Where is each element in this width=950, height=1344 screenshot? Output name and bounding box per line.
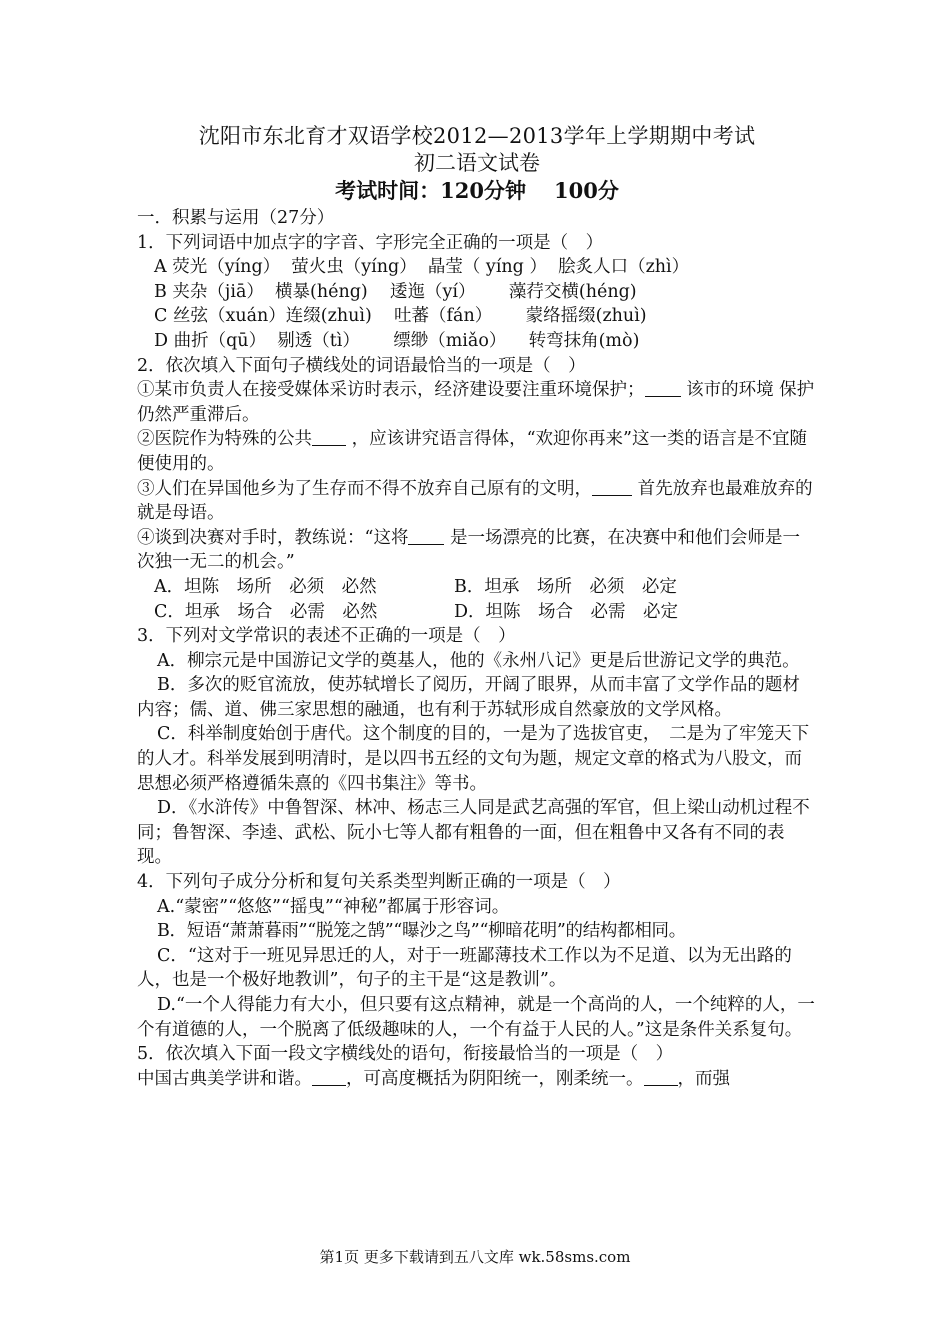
question-1-option-d: D 曲折（qū） 剔透（tì） 缥缈（miǎo） 转弯抹角(mò) [154,330,640,351]
page-footer: 第1页 更多下载请到五八文库 wk.58sms.com [319,1248,631,1266]
question-4-option-b [137,919,817,944]
answer-blank [592,477,632,496]
text-span: D.“一个人得能力有大小，但只要有这点精神，就是一个高尚的人，一个纯粹的人，一个有道德的人，一个脱离了低级趣味的人，一个有益于人民的人。”这是条件关系复句。 [137,995,815,1040]
question-4-option-d [137,993,817,1042]
answer-blank [312,427,346,446]
answer-blank [312,1067,346,1086]
text-span: ②医院作为特殊的公共 [137,429,312,450]
question-2-sentence-4 [137,526,817,575]
document-body [137,122,817,1091]
question-5-text [137,1067,817,1092]
question-4-stem: 4．下列句子成分分析和复句关系类型判断正确的一项是（ ） [137,872,621,893]
text-span: C．“这对于一班见异思迁的人，对于一班鄙薄技术工作以为不足道、以为无出路的人，也是一个极好地教训”，句子的主干是“这是教训”。 [137,945,792,991]
question-2-sentence-1 [137,378,817,427]
text-span: A．柳宗元是中国游记文学的奠基人，他的《永州八记》更是后世游记文学的典范。 [157,650,800,671]
text-span: 首先放弃也最难放弃的就是母语。 [137,478,813,524]
answer-blank [644,1067,678,1086]
text-span: 该市的环境 保护仍然严重滞后。 [137,380,815,425]
text-span: ，应该讲究语言得体，“欢迎你再来”这一类的语言是不宜随便使用的。 [137,429,807,474]
question-2-options-row-2 [137,600,817,625]
question-4-option-a [137,895,817,920]
text-span: ，可高度概括为阴阳统一，刚柔统一。 [346,1068,644,1089]
text-span: 是一场漂亮的比赛，在决赛中和他们会师是一次独一无二的机会。” [137,527,801,573]
question-2-option-a: A．坦陈 场所 必须 必然 [154,576,377,597]
text-span: A.“蒙密”“悠悠”“摇曳”“神秘”都属于形容词。 [157,896,510,917]
question-2-option-b: B．坦承 场所 必须 必定 [454,576,677,597]
question-2-stem: 2．依次填入下面句子横线处的词语最恰当的一项是（ ） [137,355,586,376]
question-1-option-c: C 丝弦（xuán）连缀(zhuì) 吐蕃（fán） 蒙络摇缀(zhuì) [154,306,647,327]
question-2-sentence-2 [137,427,817,476]
question-3-option-c [137,722,817,796]
text-span: C．科举制度始创于唐代。这个制度的目的，一是为了选拔官吏， 二是为了牢笼天下的人才。科举发展到明清时，是以四书五经的文句为题，规定文章的格式为八股文，而思想必须严格遵循朱熹的《四书集注》等书。 [137,724,810,794]
question-1-stem: 1．下列词语中加点字的字音、字形完全正确的一项是（ ） [137,232,604,253]
question-3-option-a [137,649,817,674]
exam-title: 沈阳市东北育才双语学校2012—2013学年上学期期中考试 [198,124,756,148]
question-3-option-d [137,796,817,870]
question-4-option-c [137,944,817,993]
question-5-stem: 5．依次填入下面一段文字横线处的语句，衔接最恰当的一项是（ ） [137,1044,674,1065]
text-span: ③人们在异国他乡为了生存而不得不放弃自己原有的文明， [137,478,592,499]
text-span: ④谈到决赛对手时，教练说：“这将 [137,527,409,548]
question-2-option-d: D．坦陈 场合 必需 必定 [454,601,679,622]
exam-subtitle: 初二语文试卷 [414,151,540,175]
question-1-option-b: B 夹杂（jiā） 横暴(héng) 逶迤（yí） 藻荇交横(héng) [154,281,637,302]
question-2-option-c: C．坦承 场合 必需 必然 [154,601,378,622]
text-span: B．多次的贬官流放，使苏轼增长了阅历，开阔了眼界，从而丰富了文学作品的题材内容；儒、道、佛三家思想的融通，也有利于苏轼形成自然豪放的文学风格。 [137,675,800,720]
text-span: ①某市负责人在接受媒体采访时表示，经济建设要注重环境保护； [137,380,645,401]
exam-time-score [137,176,817,206]
exam-time: 考试时间：120分钟 [335,178,526,203]
answer-blank [408,526,444,545]
text-span: D．《水浒传》中鲁智深、林冲、杨志三人同是武艺高强的军官，但上梁山动机过程不同；鲁智深、李逵、武松、阮小七等人都有粗鲁的一面，但在粗鲁中又各有不同的表现。 [137,798,810,868]
text-span: B．短语“萧萧暮雨”“脱笼之鹄”“曝沙之鸟”“柳暗花明”的结构都相同。 [157,921,686,942]
question-2-options-row-1 [137,575,817,600]
text-span: 中国古典美学讲和谐。 [137,1068,312,1089]
question-3-option-b [137,673,817,722]
question-3-stem: 3．下列对文学常识的表述不正确的一项是（ ） [137,626,516,647]
text-span: ，而强 [677,1068,730,1089]
question-1-option-a: A 荧光（yíng） 萤火虫（yíng） 晶莹（ yíng ） 脍炙人口（zhì） [154,257,690,278]
answer-blank [645,378,681,397]
question-2-sentence-3 [137,477,817,526]
section-heading: 一．积累与运用（27分） [137,208,335,228]
exam-score: 100分 [554,178,619,203]
